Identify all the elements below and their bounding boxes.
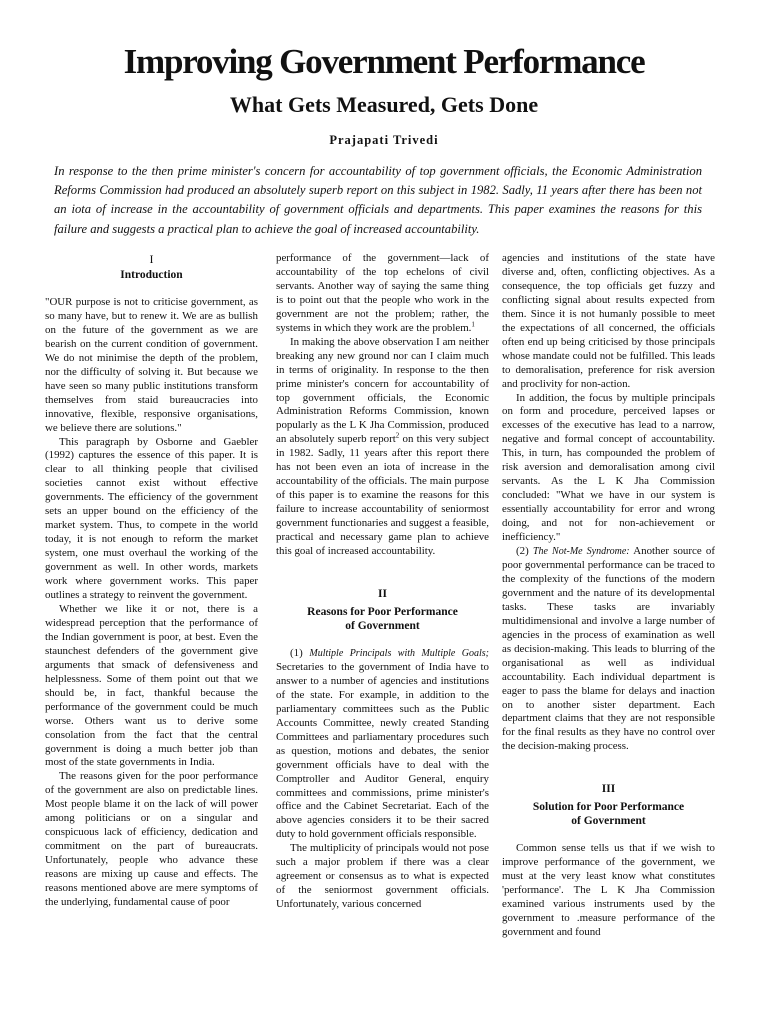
- column-1: [45, 252, 258, 910]
- section-2-number: II: [378, 587, 387, 600]
- author-name: Prajapati Trivedi: [329, 133, 439, 147]
- section-2-heading-line2: of Government: [345, 619, 420, 632]
- col1-paragraph: "OUR purpose is not to criticise government, as so many have, but to renew it. We are as bullish on the future of the government as we are bearish on the current condition of government. We do not minimise the depth of the problem, nor the difficulty of solving it. But because we have seen so many public institutions transform themselves from staid bureaucracies into innovative, flexible, responsive organisations, we believe there are solutions.": [45, 296, 258, 434]
- col2-paragraph: The multiplicity of principals would not pose such a major problem if there was a clear agreement or consensus as to what is expected of the seniormost government officials. Unfortunately, various concerned: [276, 842, 489, 911]
- abstract: In response to the then prime minister's concern for accountability of top government officials, the Economic Administration Reforms Commission had produced an absolutely superb report on this subject in 1982. Sadly, 11 years after there has been not an iota of increase in the accountability of government officials and departments. This paper examines the reasons for this failure and suggests a practical plan to achieve the goal of increased accountability.: [54, 164, 702, 236]
- article-title: Improving Government Performance: [123, 42, 645, 81]
- col2-paragraph: (1) Multiple Principals with Multiple Goals; Secretaries to the government of India have to answer to a number of agencies and institutions of the state. For example, in addition to the parliamentary committees such as the Public Accounts Committee, newly created Standing Committees and parliamentary procedures such as question, motions and debates, the senior government officials have to deal with the Comptroller and Auditor General, enquiry committees and commissions, prime minister's office and the Cabinet Secretariat. Each of the above agencies considers it to be their sacred duty to hold government officials responsible.: [276, 646, 489, 841]
- section-3-heading: Solution for Poor Performance: [532, 801, 685, 814]
- col3-paragraph: (2) The Not-Me Syndrome: Another source of poor governmental performance can be traced to the complexity of the functions of the modern government and the nature of its developmental tasks. These tasks are invariably multidimensional and involve a large number of agencies in the process of examination as well as decision-making. This leads to blurring of the organisational as well as individual accountability. Each individual department is eager to pass the blame for delays and inaction on to another sister department. Each department claims that they are not responsible for the final results as they have no control over the decision-making process.: [502, 545, 715, 753]
- column-3: [502, 252, 715, 940]
- col2-paragraph: performance of the government—lack of accountability of the top echelons of civil servants. Another way of saying the same thing is to point out that the people who work in the government are not the problem; rather, the systems in which they work are the problem.$^1$: [276, 252, 489, 334]
- col1-paragraph: This paragraph by Osborne and Gaebler (1992) captures the essence of this paper. It is clear to all thinking people that civilised societies cannot exist without effective governments. The efficiency of the government sets an upper bound on the efficiency of the market system. Thus, to compete in the world today, it is not enough to reform the market system, one must overhaul the working of the government as well. In other words, markets work where government works. This paper outlines a strategy to reinvent the government.: [45, 435, 258, 602]
- section-3-heading-line2: of Government: [571, 815, 646, 828]
- col1-paragraph: The reasons given for the poor performance of the government are also on predictable lines. Most people blame it on the lack of will power among politicians or on a singular and conspicuous lack of efficiency, dedication and commitment on the part of bureaucrats. Unfortunately, people who advance these reasons are mixing up cause and effects. The reasons mentioned above are mere symptoms of the underlying, fundamental cause of poor: [45, 770, 258, 908]
- section-1-heading: Introduction: [120, 269, 183, 281]
- section-3-number: III: [601, 783, 616, 796]
- column-2: [276, 252, 489, 912]
- col3-paragraph: In addition, the focus by multiple principals on form and procedure, perceived lapses or excesses of the executive has lead to a narrow, negative and formal concept of accountability. This, in turn, has compounded the problem of risk aversion and demoralisation among civil servants. As the L K Jha Commission concluded: "What we have in our system is essentially accountability for error and wrong doing, and not for non-achievement or inefficiency.": [502, 391, 715, 544]
- col1-paragraph: Whether we like it or not, there is a widespread perception that the performance of the Indian government is poor, at best. Even the staunchest defenders of the government give arguments that smack of defensiveness and helplessness. Some of them point out that we should be, in fact, thankful because the performance of the government could be much worse. Others want us to derive some consolation from the fact that the central government is doing a much better job than most of the state governments in India.: [45, 602, 258, 769]
- article-subtitle: What Gets Measured, Gets Done: [229, 92, 539, 117]
- col2-paragraph: In making the above observation I am neither breaking any new ground nor can I claim much in terms of originality. In response to the then prime minister's concern for accountability of top government officials, the Economic Administration Reforms Commission, known popularly as the L K Jha Commission, produced an absolutely superb report$^2$ on this very subject in 1982. Sadly, 11 years after this report there has not been even an iota of increase in the accountability of the officials. The main purpose of this paper is to examine the reasons for this failure to increase accountability of seniormost government functionaries and suggest a feasible, practical and necessary game plan to achieve this goal of increased accountability.: [276, 335, 489, 558]
- section-1-number: I: [149, 252, 154, 266]
- footnote-ref: 1: [471, 320, 475, 329]
- section-2-heading: Reasons for Poor Performance: [307, 605, 458, 618]
- col3-paragraph: agencies and institutions of the state have diverse and, often, conflicting objectives. As a consequence, the top officials get fuzzy and conflicting signal about results expected from them. Since it is not humanly possible to meet the expectations of all concerned, the officials often end up being criticised by those principals whose mandate could not be fulfilled. This leads to demoralisation, preference for risk aversion and proclivity for non-action.: [502, 252, 715, 390]
- footnote-ref: 2: [395, 431, 400, 440]
- col3-paragraph: Common sense tells us that if we wish to improve performance of the government, we must at the very least know what constitutes 'performance'. The L K Jha Commission examined various instruments used by the government to .measure performance of the government and found: [502, 842, 715, 939]
